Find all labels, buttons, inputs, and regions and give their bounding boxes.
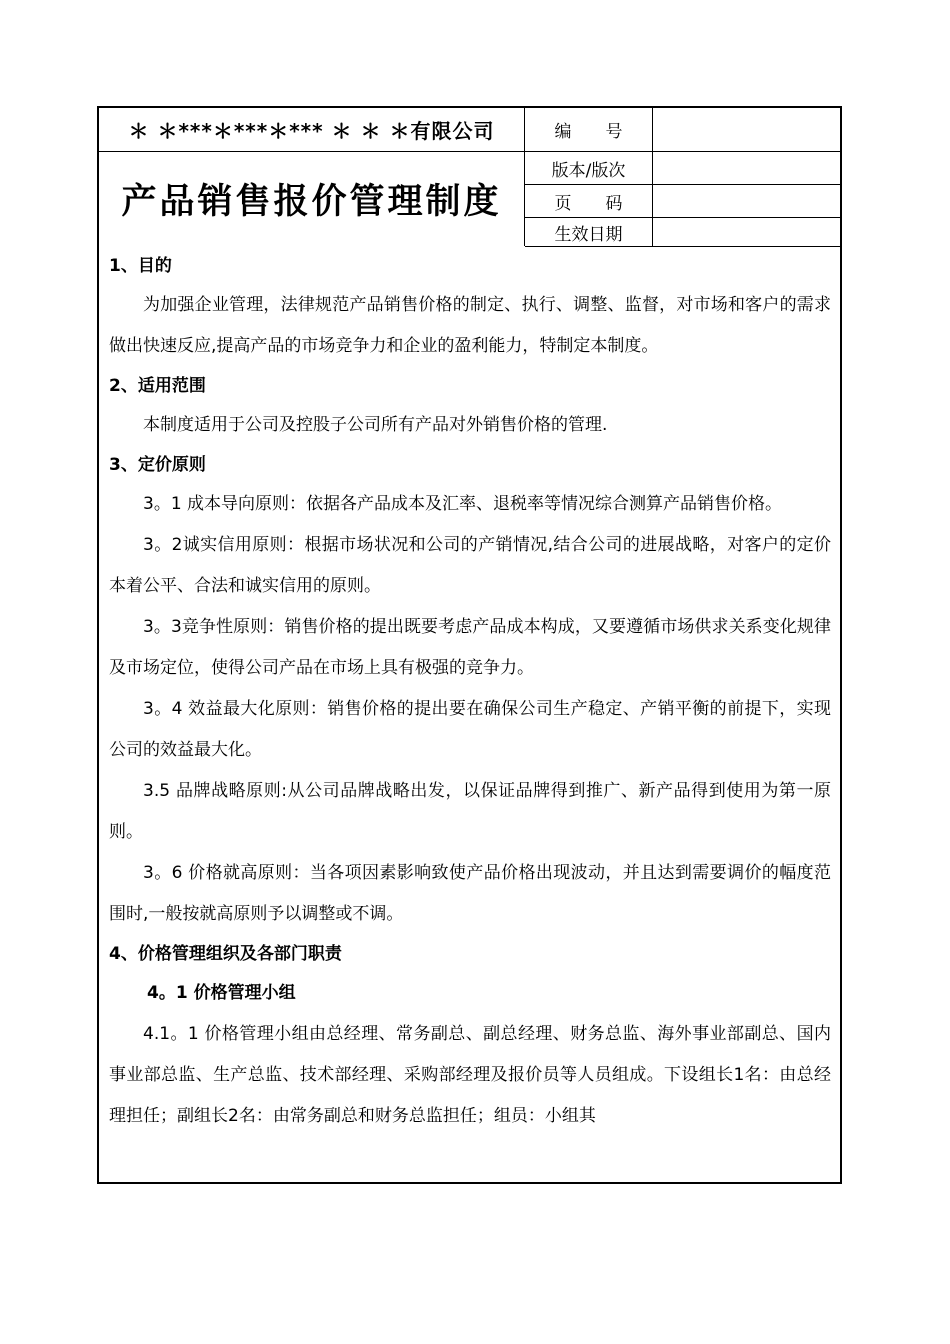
meta-row-effective-date [525,218,840,246]
paragraph-principle-3-3: 3。3竞争性原则：销售价格的提出既要考虑产品成本构成，又要遵循市场供求关系变化规律及市场定位，使得公司产品在市场上具有极强的竞争力。 [109,617,831,678]
meta-value [653,218,840,246]
meta-row-page [525,185,840,218]
header-left [99,108,525,246]
paragraph-scope: 本制度适用于公司及控股子公司所有产品对外销售价格的管理. [143,415,608,435]
document-frame [97,106,842,1184]
document-header [99,108,840,246]
document-title: 产品销售报价管理制度 [121,181,502,222]
meta-label: 页 码 [525,185,653,217]
meta-label: 生效日期 [525,218,653,246]
meta-label: 版本/版次 [525,152,653,184]
section-heading-purpose: 1、目的 [109,256,172,276]
paragraph-purpose: 为加强企业管理，法律规范产品销售价格的制定、执行、调整、监督，对市场和客户的需求做出快速反应,提高产品的市场竞争力和企业的盈利能力，特制定本制度。 [109,295,831,356]
subsection-heading-4-1: 4。1 价格管理小组 [147,983,296,1003]
meta-label: 编 号 [525,108,653,151]
paragraph-4-1-1: 4.1。1 价格管理小组由总经理、常务副总、副总经理、财务总监、海外事业部副总、国内事业部总监、生产总监、技术部经理、采购部经理及报价员等人员组成。下设组长1名：由总经理担任；副组长2名：由常务副总和财务总监担任；组员：小组其 [109,1024,831,1126]
section-heading-scope: 2、适用范围 [109,376,206,396]
section-heading-pricing-principles: 3、定价原则 [109,455,206,475]
section-heading-organization: 4、价格管理组织及各部门职责 [109,944,342,964]
meta-row-number [525,108,840,152]
paragraph-principle-3-4: 3。4 效益最大化原则：销售价格的提出要在确保公司生产稳定、产销平衡的前提下，实现公司的效益最大化。 [109,699,831,760]
meta-value [653,108,840,151]
paragraph-principle-3-5: 3.5 品牌战略原则:从公司品牌战略出发，以保证品牌得到推广、新产品得到使用为第一原则。 [109,781,831,842]
meta-value [653,152,840,184]
paragraph-principle-3-2: 3。2诚实信用原则：根据市场状况和公司的产销情况,结合公司的进展战略，对客户的定价本着公平、合法和诚实信用的原则。 [109,535,831,596]
meta-table [525,108,840,246]
document-body [109,247,831,1137]
company-name: ＊ ＊***＊***＊*** ＊ ＊ ＊有限公司 [99,108,524,152]
paragraph-principle-3-6: 3。6 价格就高原则：当各项因素影响致使产品价格出现波动，并且达到需要调价的幅度范围时,一般按就高原则予以调整或不调。 [109,863,831,924]
meta-value [653,185,840,217]
meta-row-version [525,152,840,185]
paragraph-principle-3-1: 3。1 成本导向原则：依据各产品成本及汇率、退税率等情况综合测算产品销售价格。 [143,494,783,514]
